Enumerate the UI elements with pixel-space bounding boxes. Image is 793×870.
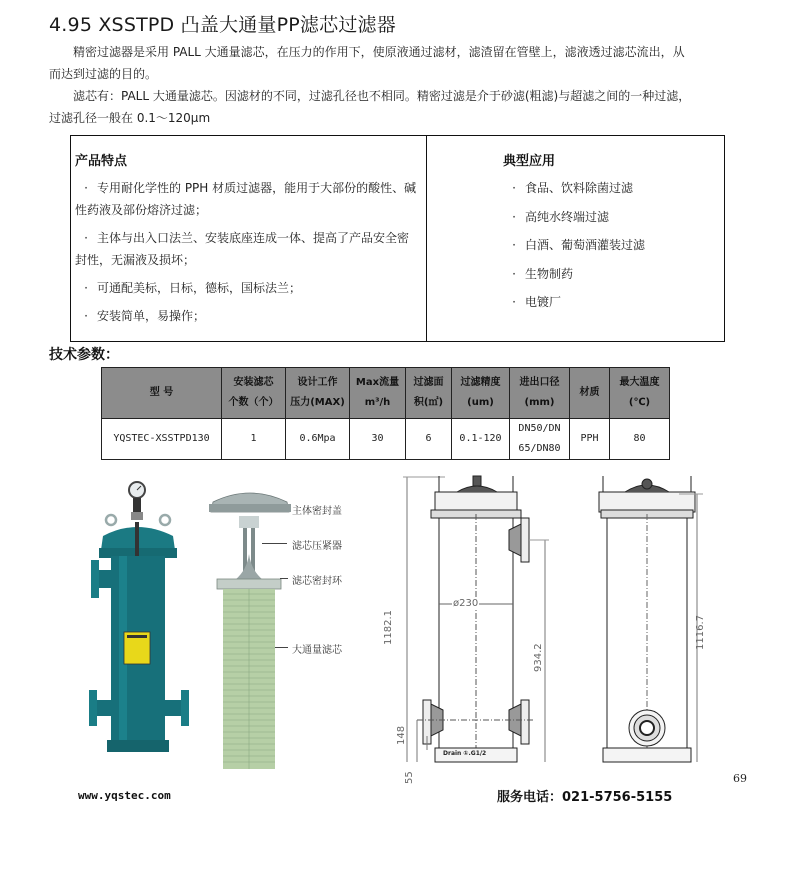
callout-cover: 主体密封盖	[292, 506, 342, 517]
col-header-max-temp: 最大温度 (℃)	[610, 368, 670, 419]
intro-text: 滤芯有：PALL 大通量滤芯。因滤材的不同，过滤孔径也不相同。精密过滤是介于砂滤(粗滤)与超滤之间的一种过滤，	[73, 89, 691, 103]
feature-item: · 主体与出入口法兰、安装底座连成一体、提高了产品安全密 封性，无漏液及损坏；	[75, 227, 425, 271]
cell-port: DN50/DN 65/DN80	[510, 419, 570, 460]
intro-text: 精密过滤器是采用 PALL 大通量滤芯，在压力的作用下，使原液通过滤材，滤渣留在管壁上，滤液透过滤芯流出，从	[73, 45, 685, 59]
callout-seal-ring: 滤芯密封环	[292, 576, 342, 587]
filter-vessel-photo	[85, 478, 195, 768]
bullet-icon: ·	[512, 295, 516, 309]
intro-paragraph-1	[49, 41, 749, 85]
dim-inlet-offset: 148	[396, 725, 407, 745]
feature-item: · 安装简单，易操作；	[75, 305, 425, 327]
col-header-pressure: 设计工作 压力(MAX)	[286, 368, 350, 419]
footer-service-phone: 服务电话：021-5756-5155	[497, 790, 673, 805]
dim-outlet-height: 934.2	[533, 643, 544, 672]
box-divider	[426, 136, 427, 341]
cell-precision: 0.1-120	[452, 419, 510, 460]
dim-base: 55	[404, 771, 415, 784]
cell-count: 1	[222, 419, 286, 460]
callout-cartridge: 大通量滤芯	[292, 645, 342, 656]
application-item: · 生物制药	[503, 263, 713, 285]
dim-side-height: 1116.7	[695, 615, 706, 650]
page-number: 69	[733, 772, 747, 785]
applications-column	[503, 150, 713, 320]
callout-line	[275, 647, 288, 648]
bullet-icon: ·	[84, 181, 88, 195]
callout-line	[280, 578, 288, 579]
footer-website-link[interactable]: www.yqstec.com	[78, 789, 171, 802]
features-column	[75, 150, 425, 333]
intro-text: 而达到过滤的目的。	[49, 67, 158, 81]
cell-flow: 30	[350, 419, 406, 460]
cell-area: 6	[406, 419, 452, 460]
application-item: · 电镀厂	[503, 291, 713, 313]
cell-model: YQSTEC-XSSTPD130	[102, 419, 222, 460]
callout-compressor: 滤芯压紧器	[292, 541, 342, 552]
application-item: · 白酒、葡萄酒灌装过滤	[503, 234, 713, 256]
col-header-area: 过滤面 积(㎡)	[406, 368, 452, 419]
cell-max-temp: 80	[610, 419, 670, 460]
cell-material: PPH	[570, 419, 610, 460]
spec-table-header-row	[102, 368, 670, 419]
side-technical-drawing	[595, 474, 705, 774]
applications-heading: 典型应用	[503, 154, 556, 169]
front-technical-drawing	[395, 474, 555, 786]
features-applications-box	[70, 135, 725, 342]
bullet-icon: ·	[512, 266, 516, 281]
col-header-model: 型 号	[102, 368, 222, 419]
page-title: 4.95 XSSTPD 凸盖大通量PP滤芯过滤器	[49, 14, 396, 36]
col-header-flow: Max流量 m³/h	[350, 368, 406, 419]
cartridge-exploded-view	[205, 484, 295, 769]
cell-pressure: 0.6Mpa	[286, 419, 350, 460]
bullet-icon: ·	[512, 238, 516, 252]
bullet-icon: ·	[512, 209, 516, 224]
col-header-precision: 过滤精度 (um)	[452, 368, 510, 419]
dim-total-height: 1182.1	[383, 610, 394, 645]
callout-line	[262, 543, 287, 544]
intro-text: 过滤孔径一般在 0.1～120μm	[49, 111, 211, 125]
application-item: · 食品、饮料除菌过滤	[503, 177, 713, 199]
bullet-icon: ·	[84, 231, 88, 245]
col-header-port: 进出口径 (mm)	[510, 368, 570, 419]
feature-item: · 可通配美标，日标，德标，国标法兰；	[75, 277, 425, 299]
tech-params-heading: 技术参数：	[49, 347, 119, 363]
spec-table	[101, 367, 670, 460]
bullet-icon: ·	[84, 281, 88, 295]
table-row	[102, 419, 670, 460]
intro-paragraph-2	[49, 85, 749, 129]
col-header-count: 安装滤芯 个数（个）	[222, 368, 286, 419]
application-item: · 高纯水终端过滤	[503, 206, 713, 228]
features-heading: 产品特点	[75, 154, 128, 169]
bullet-icon: ·	[512, 181, 516, 195]
bullet-icon: ·	[84, 309, 88, 323]
drain-label: Drain ①.G1/2	[443, 750, 487, 757]
col-header-material: 材质	[570, 368, 610, 419]
dim-diameter: ø230	[453, 598, 479, 609]
feature-item: · 专用耐化学性的 PPH 材质过滤器，能用于大部份的酸性、碱 性药液及部份熔济过滤；	[75, 177, 425, 221]
